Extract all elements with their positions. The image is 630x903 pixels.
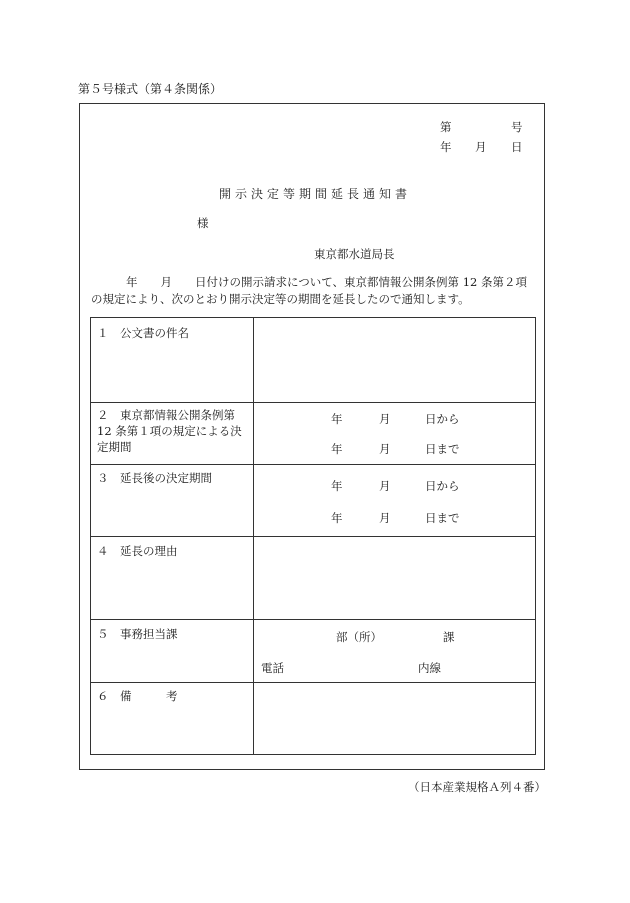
extension-label: 内線 bbox=[418, 661, 441, 675]
original-from-day: 日から bbox=[425, 412, 460, 426]
extended-to-month: 月 bbox=[379, 511, 391, 525]
row-label-subject: １ 公文書の件名 bbox=[97, 326, 189, 340]
body-text-line-1: 年 月 日付けの開示請求について、東京都情報公開条例第 12 条第２項 bbox=[126, 275, 527, 289]
original-to-day: 日まで bbox=[425, 442, 460, 456]
row-divider bbox=[91, 464, 535, 465]
original-to-month: 月 bbox=[379, 442, 391, 456]
dept-label: 部（所） bbox=[336, 630, 382, 644]
extended-from-day: 日から bbox=[425, 479, 460, 493]
extended-to-day: 日まで bbox=[425, 511, 460, 525]
document-heading: 開示決定等期間延長通知書 bbox=[218, 187, 411, 201]
row-label-extended-period: ３ 延長後の決定期間 bbox=[97, 471, 212, 485]
original-from-month: 月 bbox=[379, 412, 391, 426]
phone-label: 電話 bbox=[261, 661, 284, 675]
doc-date-month: 月 bbox=[475, 140, 487, 154]
form-number-title: 第５号様式（第４条関係） bbox=[78, 82, 223, 96]
paper-size-note: （日本産業規格Ａ列４番） bbox=[408, 780, 546, 794]
row-label-remarks: ６ 備 考 bbox=[97, 689, 178, 703]
extended-from-month: 月 bbox=[379, 479, 391, 493]
doc-date-day: 日 bbox=[511, 140, 523, 154]
original-from-year: 年 bbox=[331, 412, 343, 426]
row-divider bbox=[91, 682, 535, 683]
row-label-original-period: ２ 東京都情報公開条例第 12 条第１項の規定による決定期間 bbox=[97, 408, 242, 454]
doc-number-suffix: 号 bbox=[511, 120, 523, 134]
doc-number-prefix: 第 bbox=[440, 120, 452, 134]
row-label-reason: ４ 延長の理由 bbox=[97, 544, 178, 558]
extended-from-year: 年 bbox=[331, 479, 343, 493]
section-label: 課 bbox=[443, 630, 455, 644]
row-divider bbox=[91, 536, 535, 537]
addressee-suffix: 様 bbox=[197, 216, 209, 230]
doc-date-year: 年 bbox=[440, 140, 452, 154]
extended-to-year: 年 bbox=[331, 511, 343, 525]
sender-name: 東京都水道局長 bbox=[314, 247, 395, 261]
row-divider bbox=[91, 402, 535, 403]
row-label-contact-section: ５ 事務担当課 bbox=[97, 627, 178, 641]
row-divider bbox=[91, 619, 535, 620]
items-table bbox=[90, 317, 536, 755]
original-to-year: 年 bbox=[331, 442, 343, 456]
body-text-line-2: の規定により、次のとおり開示決定等の期間を延長したので通知します。 bbox=[91, 292, 470, 306]
